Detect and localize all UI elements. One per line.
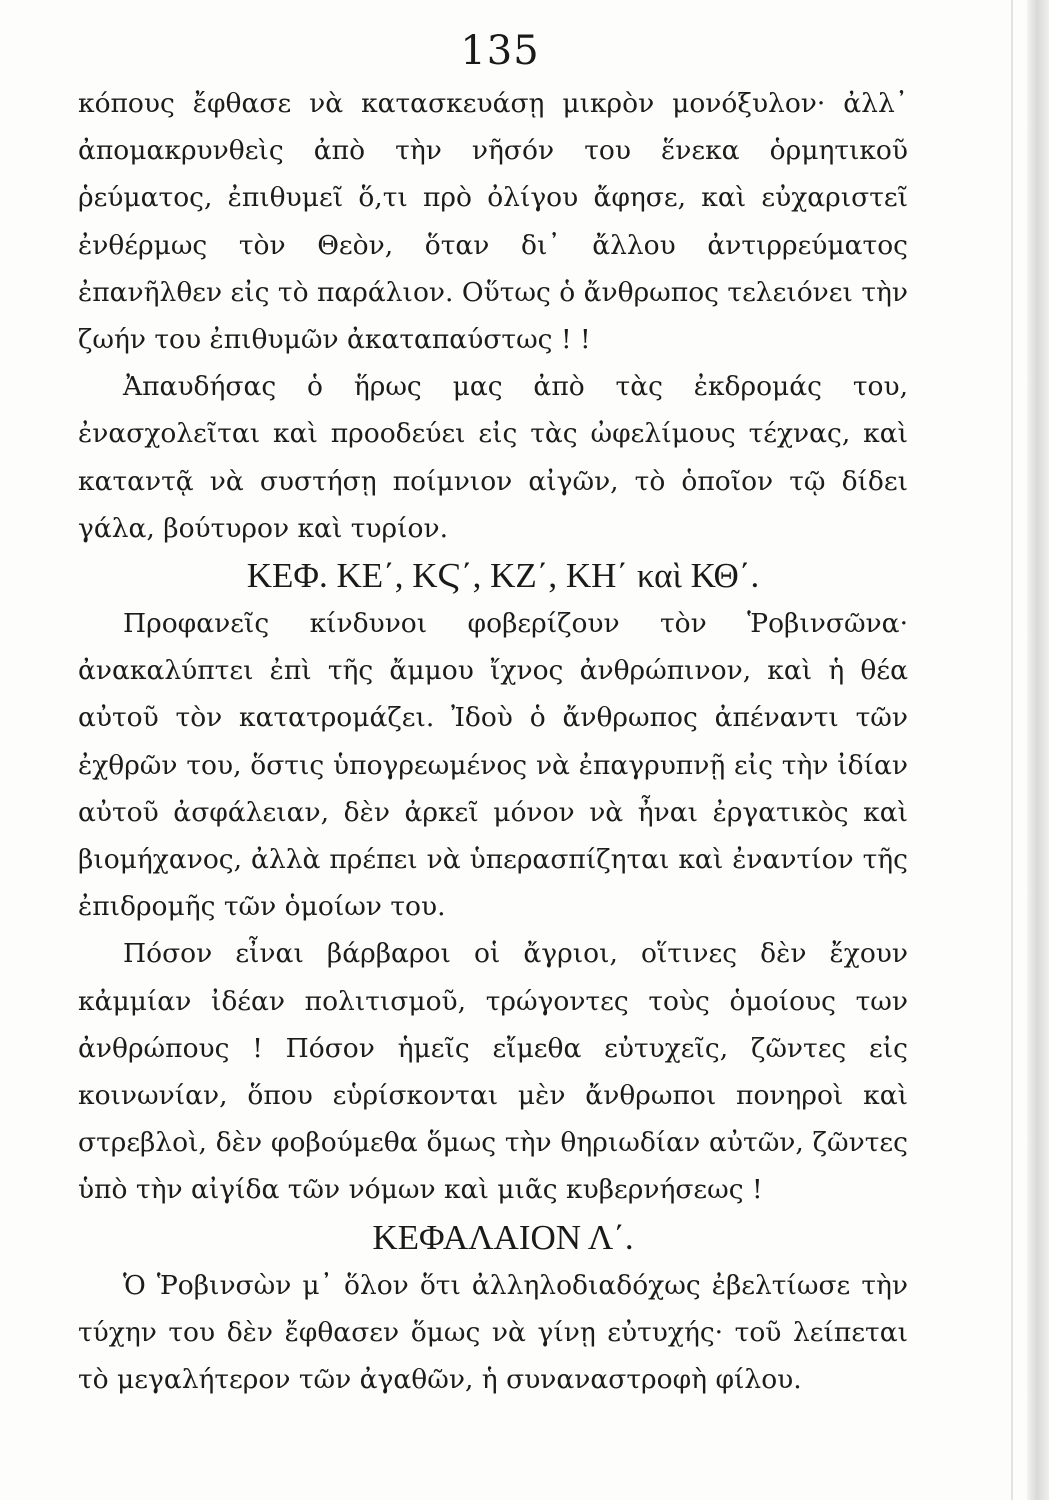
paragraph: Προφανεῖς κίνδυνοι φοβερίζουν τὸν Ῥοβινσῶνα· ἀνακαλύπτει ἐπὶ τῆς ἄμμου ἴχνος ἀνθρώπινον, καὶ ἡ θέα αὐτοῦ τὸν κατατρομάζει. Ἰδοὺ ὁ ἄνθρωπος ἀπέναντι τῶν ἐχθρῶν του, ὅστις ὑπογρεωμένος νὰ ἐπαγρυπνῇ εἰς τὴν ἰδίαν αὐτοῦ ἀσφάλειαν, δὲν ἀρκεῖ μόνον νὰ ἦναι ἐργατικὸς καὶ βιομήχανος, ἀλλὰ πρέπει νὰ ὑπερασπίζηται καὶ ἐναντίον τῆς ἐπιδρομῆς τῶν ὁμοίων του. xyxy=(78,608,908,923)
page-fold-line xyxy=(1011,0,1013,1500)
body-text xyxy=(78,80,908,1403)
page-edge-shadow xyxy=(1027,0,1049,1500)
paragraph: Ἀπαυδήσας ὁ ἥρως μας ἀπὸ τὰς ἐκδρομάς του, ἐνασχολεῖται καὶ προοδεύει εἰς τὰς ὠφελίμους τέχνας, καὶ καταντᾷ νὰ συστήσῃ ποίμνιον αἰγῶν, τὸ ὁποῖον τῷ δίδει γάλα, βούτυρον καὶ τυρίον. xyxy=(78,371,908,544)
paragraph: Πόσον εἶναι βάρβαροι οἱ ἄγριοι, οἵτινες δὲν ἔχουν κἀμμίαν ἰδέαν πολιτισμοῦ, τρώγοντες τοὺς ὁμοίους των ἀνθρώπους ! Πόσον ἡμεῖς εἴμεθα εὐτυχεῖς, ζῶντες εἰς κοινωνίαν, ὅπου εὑρίσκονται μὲν ἄνθρωποι πονηροὶ καὶ στρεβλοὶ, δὲν φοβούμεθα ὅμως τὴν θηριωδίαν αὐτῶν, ζῶντες ὑπὸ τὴν αἰγίδα τῶν νόμων καὶ μιᾶς κυβερνήσεως ! xyxy=(78,938,908,1206)
page-number: 135 xyxy=(460,28,540,74)
chapter-heading: ΚΕΦ. ΚΕ΄, ΚϚ΄, ΚΖ΄, ΚΗ΄ καὶ ΚΘ΄. xyxy=(246,556,760,596)
paragraph-continued: κόπους ἔφθασε νὰ κατασκευάσῃ μικρὸν μονόξυλον· ἀλλ᾽ ἀπομακρυνθεὶς ἀπὸ τὴν νῆσόν του ἕνεκα ὁρμητικοῦ ῥεύματος, ἐπιθυμεῖ ὅ,τι πρὸ ὀλίγου ἄφησε, καὶ εὐχαριστεῖ ἐνθέρμως τὸν Θεὸν, ὅταν δι᾽ ἄλλου ἀντιρρεύματος ἐπανῆλθεν εἰς τὸ παράλιον. Οὕτως ὁ ἄνθρωπος τελειόνει τὴν ζωήν του ἐπιθυμῶν ἀκαταπαύστως ! ! xyxy=(78,88,908,356)
paragraph: Ὁ Ῥοβινσὼν μ᾽ ὅλον ὅτι ἀλληλοδιαδόχως ἐβελτίωσε τὴν τύχην του δὲν ἔφθασεν ὅμως νὰ γίνῃ εὐτυχής· τοῦ λείπεται τὸ μεγαλήτερον τῶν ἀγαθῶν, ἡ συναναστροφὴ φίλου. xyxy=(78,1269,908,1396)
chapter-heading: ΚΕΦΑΛΑΙΟΝ Λ΄. xyxy=(372,1217,634,1257)
